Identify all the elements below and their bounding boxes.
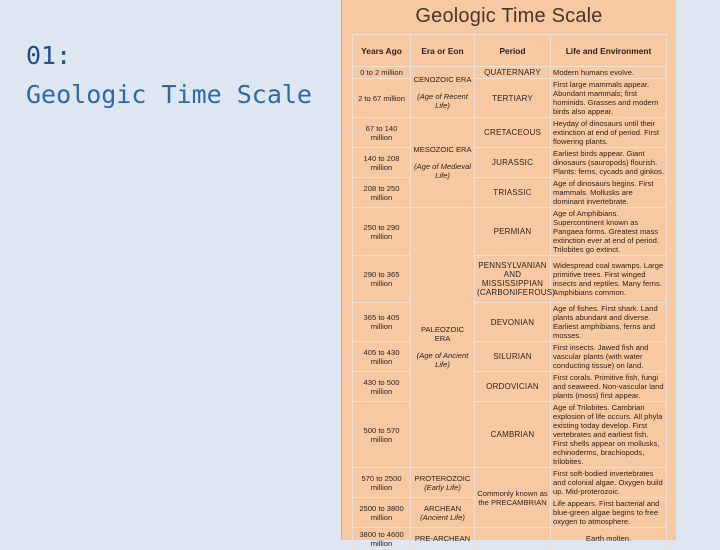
life-cell: First large mammals appear. Abundant mammals; first hominids. Grasses and modern birds also appear.: [551, 79, 667, 118]
era-name: MESOZOIC ERA: [413, 145, 472, 154]
era-subtitle: (Age of Ancient Life): [416, 350, 469, 369]
precambrian-note: Commonly known as the PRECAMBRIAN: [475, 468, 551, 528]
years-cell: 3800 to 4600 million: [353, 528, 411, 550]
years-cell: 67 to 140 million: [353, 118, 411, 148]
life-cell: Earliest birds appear. Giant dinosaurs (sauropods) flourish. Plants: ferns, cycads and ginkos.: [551, 148, 667, 178]
era-name: PROTEROZOIC: [414, 473, 471, 483]
life-cell: Heyday of dinosaurs until their extinction at end of period. First flowering plants.: [551, 118, 667, 148]
era-cell-archean: [411, 498, 475, 528]
life-cell: Earth molten.: [551, 528, 667, 550]
header-era: Era or Eon: [411, 35, 475, 67]
years-cell: 208 to 250 million: [353, 178, 411, 208]
period-cell: DEVONIAN: [475, 303, 551, 342]
period-cell-empty: [475, 528, 551, 550]
time-scale-table: [352, 34, 667, 550]
era-name: PRE-ARCHEAN: [414, 534, 471, 543]
years-cell: 2500 to 3800 million: [353, 498, 411, 528]
years-cell: 430 to 500 million: [353, 372, 411, 402]
period-cell: SILURIAN: [475, 342, 551, 372]
period-cell: QUATERNARY: [475, 67, 551, 79]
period-cell: ORDOVICIAN: [475, 372, 551, 402]
years-cell: 405 to 430 million: [353, 342, 411, 372]
table-row: [353, 303, 667, 342]
years-cell: 250 to 290 million: [353, 208, 411, 256]
table-row: [353, 468, 667, 498]
era-subtitle: (Age of Recent Life): [417, 91, 468, 110]
era-cell-pre-archean: [411, 528, 475, 550]
era-name: ARCHEAN: [423, 503, 462, 513]
table-row: [353, 148, 667, 178]
era-cell-mesozoic: [411, 118, 475, 208]
era-name: CENOZOIC ERA: [413, 74, 472, 84]
slide-title-text: Geologic Time Scale: [26, 80, 312, 109]
period-cell: JURASSIC: [475, 148, 551, 178]
years-cell: 290 to 365 million: [353, 256, 411, 303]
era-subtitle: (Ancient Life): [420, 512, 465, 522]
chart-title: Geologic Time Scale: [415, 5, 603, 27]
period-cell: CAMBRIAN: [475, 402, 551, 468]
period-cell: TRIASSIC: [475, 178, 551, 208]
years-cell: 500 to 570 million: [353, 402, 411, 468]
period-cell: TERTIARY: [475, 79, 551, 118]
slide-title: [26, 36, 326, 114]
table-row: [353, 256, 667, 303]
table-row: [353, 79, 667, 118]
table-row: [353, 402, 667, 468]
header-life: Life and Environment: [551, 35, 667, 67]
table-row: [353, 67, 667, 79]
period-cell: PERMIAN: [475, 208, 551, 256]
life-cell: Modern humans evolve.: [551, 67, 667, 79]
era-cell-paleozoic: [411, 208, 475, 468]
years-cell: 570 to 2500 million: [353, 468, 411, 498]
years-cell: 0 to 2 million: [353, 67, 411, 79]
years-cell: 140 to 208 million: [353, 148, 411, 178]
life-cell: Age of fishes. First shark. Land plants abundant and diverse. Earliest amphibians, ferns and mosses.: [551, 303, 667, 342]
table-row: [353, 208, 667, 256]
table-header-row: [353, 35, 667, 67]
life-cell: Age of Trilobites. Cambrian explosion of life occurs. All phyla existing today develop. First vertebrates and earliest fish. First shells appear on mollusks, echinoderms, brachiopods, trilobites.: [551, 402, 667, 468]
header-period: Period: [475, 35, 551, 67]
table-row: [353, 178, 667, 208]
era-subtitle: (Age of Medieval Life): [414, 162, 471, 180]
era-name: PALEOZOIC ERA: [421, 324, 464, 343]
period-cell: PENNSYLVANIAN AND MISSISSIPPIAN (CARBONIFEROUS): [475, 256, 551, 303]
period-cell: CRETACEOUS: [475, 118, 551, 148]
life-cell: Age of dinosaurs begins. First mammals. Mollusks are dominant invertebrate.: [551, 178, 667, 208]
era-subtitle: (Early Life): [424, 482, 461, 492]
life-cell: Life appears. First bacterial and blue-green algae begins to free oxygen to atmosphere.: [551, 498, 667, 528]
life-cell: First soft-bodied invertebrates and colonial algae. Oxygen build up. Mid-proterozoic.: [551, 468, 667, 498]
table-row: [353, 342, 667, 372]
geologic-time-scale-chart: [341, 0, 676, 548]
life-cell: First insects. Jawed fish and vascular plants (with water conducting tissue) on land.: [551, 342, 667, 372]
header-years: Years Ago: [353, 35, 411, 67]
life-cell: Age of Amphibians. Supercontinent known as Pangaea forms. Greatest mass extinction ever at end of period. Trilobites go extinct.: [551, 208, 667, 256]
era-cell-cenozoic: [411, 67, 475, 118]
table-row: [353, 118, 667, 148]
table-row: [353, 528, 667, 550]
life-cell: First corals. Primitive fish, fungi and seaweed. Non-vascular land plants (moss) first appear.: [551, 372, 667, 402]
life-cell: Widespread coal swamps. Large primitive trees. First winged insects and reptiles. Many ferns. Amphibians common.: [551, 256, 667, 303]
years-cell: 365 to 405 million: [353, 303, 411, 342]
years-cell: 2 to 67 million: [353, 79, 411, 118]
era-cell-proterozoic: [411, 468, 475, 498]
table-row: [353, 372, 667, 402]
slide-number: 01:: [26, 41, 72, 70]
